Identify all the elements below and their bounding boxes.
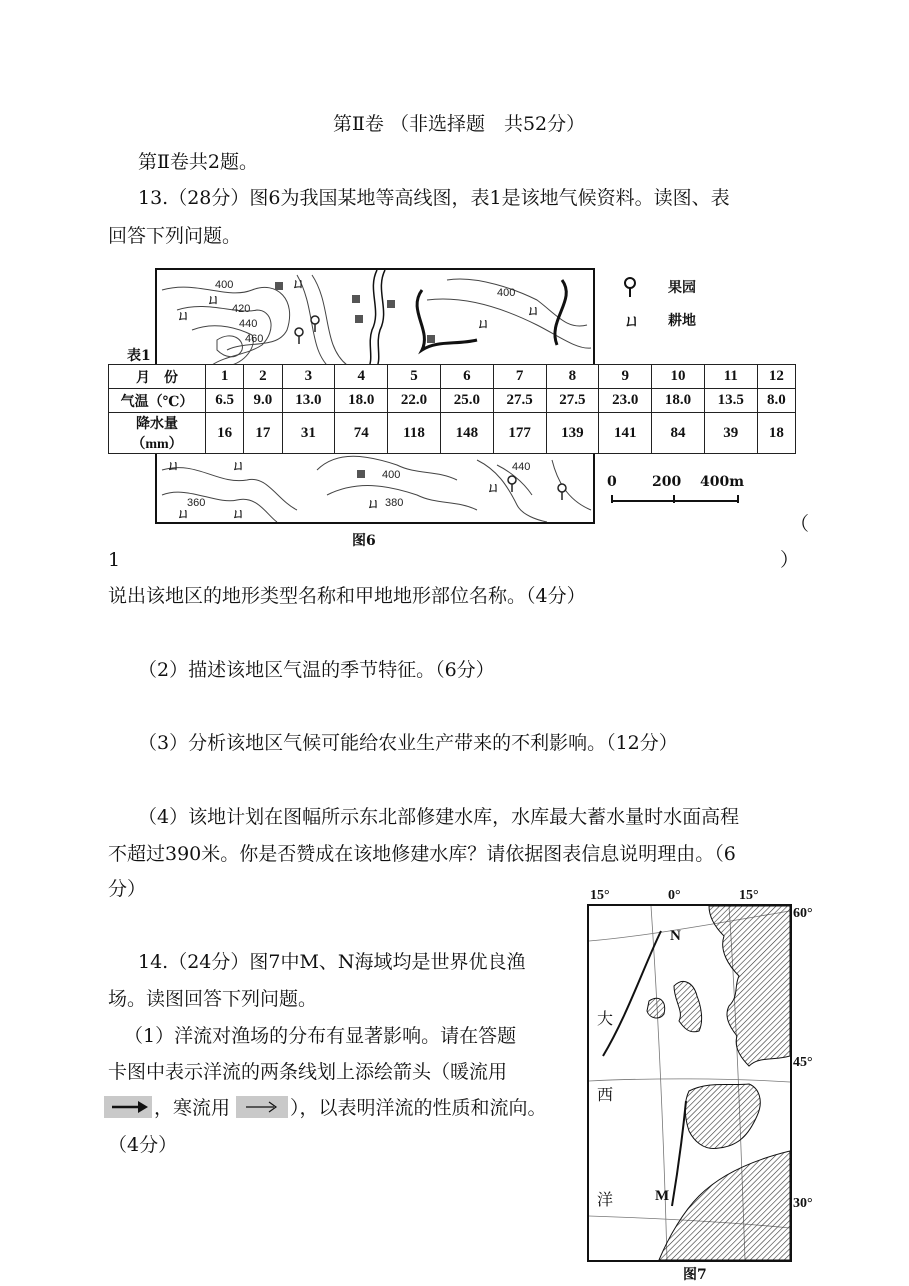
ocean-char-2: 西 — [597, 1085, 614, 1104]
lat-label-60: 60° — [793, 906, 813, 921]
table-row-month — [109, 365, 796, 389]
lon-label-0: 0° — [668, 888, 681, 903]
scale-end: 400m — [700, 474, 745, 490]
figure7-caption: 图7 — [683, 1267, 707, 1283]
atlantic-map — [587, 904, 792, 1262]
legend-farmland-label: 耕地 — [668, 313, 696, 329]
precip-header-line2: （mm） — [131, 437, 183, 452]
lon-label-15e: 15° — [739, 888, 759, 903]
current-line-south — [672, 1101, 686, 1206]
precip-cell: 118 — [388, 413, 441, 454]
table-caption: 表1 — [127, 348, 151, 364]
climate-table — [108, 364, 796, 454]
month-cell: 7 — [493, 365, 546, 389]
legend-orchard-label: 果园 — [668, 280, 696, 296]
svg-text:ㄩ: ㄩ — [232, 507, 246, 522]
contour-label-460: 460 — [245, 333, 264, 345]
svg-text:ㄩ: ㄩ — [232, 459, 246, 474]
precip-cell: 148 — [440, 413, 493, 454]
temp-cell: 22.0 — [388, 389, 441, 413]
temp-cell: 25.0 — [440, 389, 493, 413]
contour-label-360: 360 — [187, 497, 206, 509]
table-row-precip — [109, 413, 796, 454]
sub4-line3: 分） — [108, 878, 147, 900]
current-line-north — [603, 931, 661, 1056]
svg-text:ㄩ: ㄩ — [477, 317, 491, 332]
precip-cell: 39 — [704, 413, 757, 454]
q13-intro-line1: 13.（28分）图6为我国某地等高线图，表1是该地气候资料。读图、表 — [138, 187, 730, 209]
lon-label-15w: 15° — [590, 888, 610, 903]
scale-mid: 200 — [652, 474, 682, 490]
month-cell: 11 — [704, 365, 757, 389]
month-cell: 6 — [440, 365, 493, 389]
sub4-line1: （4）该地计划在图幅所示东北部修建水库，水库最大蓄水量时水面高程 — [138, 806, 740, 828]
atlantic-map-drawing — [589, 906, 790, 1260]
temp-header: 气温（℃） — [109, 389, 206, 413]
svg-text:ㄩ: ㄩ — [487, 481, 501, 496]
precip-header — [109, 413, 206, 454]
q14-line3: （1）洋流对渔场的分布有显著影响。请在答题 — [124, 1025, 517, 1047]
q14-line5-end: ），以表明洋流的性质和流向。 — [290, 1097, 547, 1119]
precip-cell: 31 — [282, 413, 335, 454]
month-cell: 2 — [244, 365, 282, 389]
month-cell: 8 — [546, 365, 599, 389]
precip-cell: 18 — [757, 413, 795, 454]
month-header: 月 份 — [109, 365, 206, 389]
point-m-label: M — [655, 1188, 670, 1204]
section-note: 第Ⅱ卷共2题。 — [138, 151, 259, 173]
contour-label-400-ne: 400 — [497, 287, 516, 299]
scale-bar — [610, 490, 740, 504]
contour-label-380: 380 — [385, 497, 404, 509]
temp-cell: 27.5 — [546, 389, 599, 413]
temp-cell: 18.0 — [335, 389, 388, 413]
q14-line4: 卡图中表示洋流的两条线划上添绘箭头（暖流用 — [108, 1061, 508, 1083]
orchard-icon — [622, 276, 642, 298]
precip-cell: 139 — [546, 413, 599, 454]
lat-label-45: 45° — [793, 1055, 813, 1070]
svg-text:ㄩ: ㄩ — [177, 309, 191, 324]
contour-label-440-se: 440 — [512, 461, 531, 473]
svg-text:ㄩ: ㄩ — [167, 459, 181, 474]
temp-cell: 27.5 — [493, 389, 546, 413]
precip-cell: 16 — [206, 413, 244, 454]
month-cell: 1 — [206, 365, 244, 389]
precip-cell: 84 — [652, 413, 705, 454]
contour-label-400-s: 400 — [382, 469, 401, 481]
q14-line2: 场。读图回答下列问题。 — [108, 988, 318, 1010]
sub4-line2: 不超过390米。你是否赞成在该地修建水库？请依据图表信息说明理由。（6 — [108, 843, 736, 865]
month-cell: 5 — [388, 365, 441, 389]
sub1-open-paren: （ — [790, 513, 810, 535]
contour-label-400: 400 — [215, 279, 234, 291]
month-cell: 3 — [282, 365, 335, 389]
q13-intro-line2: 回答下列问题。 — [108, 225, 242, 247]
svg-text:ㄩ: ㄩ — [177, 507, 191, 522]
cold-current-sample — [236, 1096, 288, 1118]
temp-cell: 8.0 — [757, 389, 795, 413]
temp-cell: 13.5 — [704, 389, 757, 413]
precip-header-line1: 降水量 — [136, 417, 178, 432]
temp-cell: 9.0 — [244, 389, 282, 413]
q14-line5-mid: ，寒流用 — [154, 1097, 231, 1119]
precip-cell: 74 — [335, 413, 388, 454]
sub2-text: （2）描述该地区气温的季节特征。（6分） — [138, 659, 495, 681]
point-n-label: N — [670, 928, 681, 944]
month-cell: 12 — [757, 365, 795, 389]
contour-label-440: 440 — [239, 318, 258, 330]
lat-label-30: 30° — [793, 1196, 813, 1211]
q14-line1: 14.（24分）图7中M、N海域均是世界优良渔 — [138, 951, 526, 973]
precip-cell: 177 — [493, 413, 546, 454]
month-cell: 4 — [335, 365, 388, 389]
scale-zero: 0 — [607, 474, 617, 490]
svg-text:ㄩ: ㄩ — [367, 497, 381, 512]
sub1-close-paren: ） — [780, 549, 800, 571]
figure6-caption: 图6 — [352, 533, 376, 549]
precip-cell: 17 — [244, 413, 282, 454]
precip-cell: 141 — [599, 413, 652, 454]
svg-text:ㄩ: ㄩ — [292, 277, 306, 292]
warm-current-sample — [104, 1096, 152, 1118]
ocean-char-3: 洋 — [597, 1190, 614, 1209]
month-cell: 10 — [652, 365, 705, 389]
table-row-temp — [109, 389, 796, 413]
q14-line6: （4分） — [108, 1134, 178, 1156]
temp-cell: 6.5 — [206, 389, 244, 413]
sub1-number: 1 — [108, 549, 121, 571]
section-title: 第Ⅱ卷 （非选择题 共52分） — [333, 113, 586, 135]
sub1-text: 说出该地区的地形类型名称和甲地地形部位名称。（4分） — [108, 585, 586, 607]
contour-label-420: 420 — [232, 303, 251, 315]
temp-cell: 18.0 — [652, 389, 705, 413]
temp-cell: 23.0 — [599, 389, 652, 413]
month-cell: 9 — [599, 365, 652, 389]
svg-text:ㄩ: ㄩ — [527, 304, 541, 319]
farmland-icon: ㄩ — [624, 311, 641, 330]
sub3-text: （3）分析该地区气候可能给农业生产带来的不利影响。（12分） — [138, 732, 678, 754]
ocean-char-1: 大 — [597, 1009, 614, 1028]
svg-text:ㄩ: ㄩ — [207, 293, 221, 308]
temp-cell: 13.0 — [282, 389, 335, 413]
